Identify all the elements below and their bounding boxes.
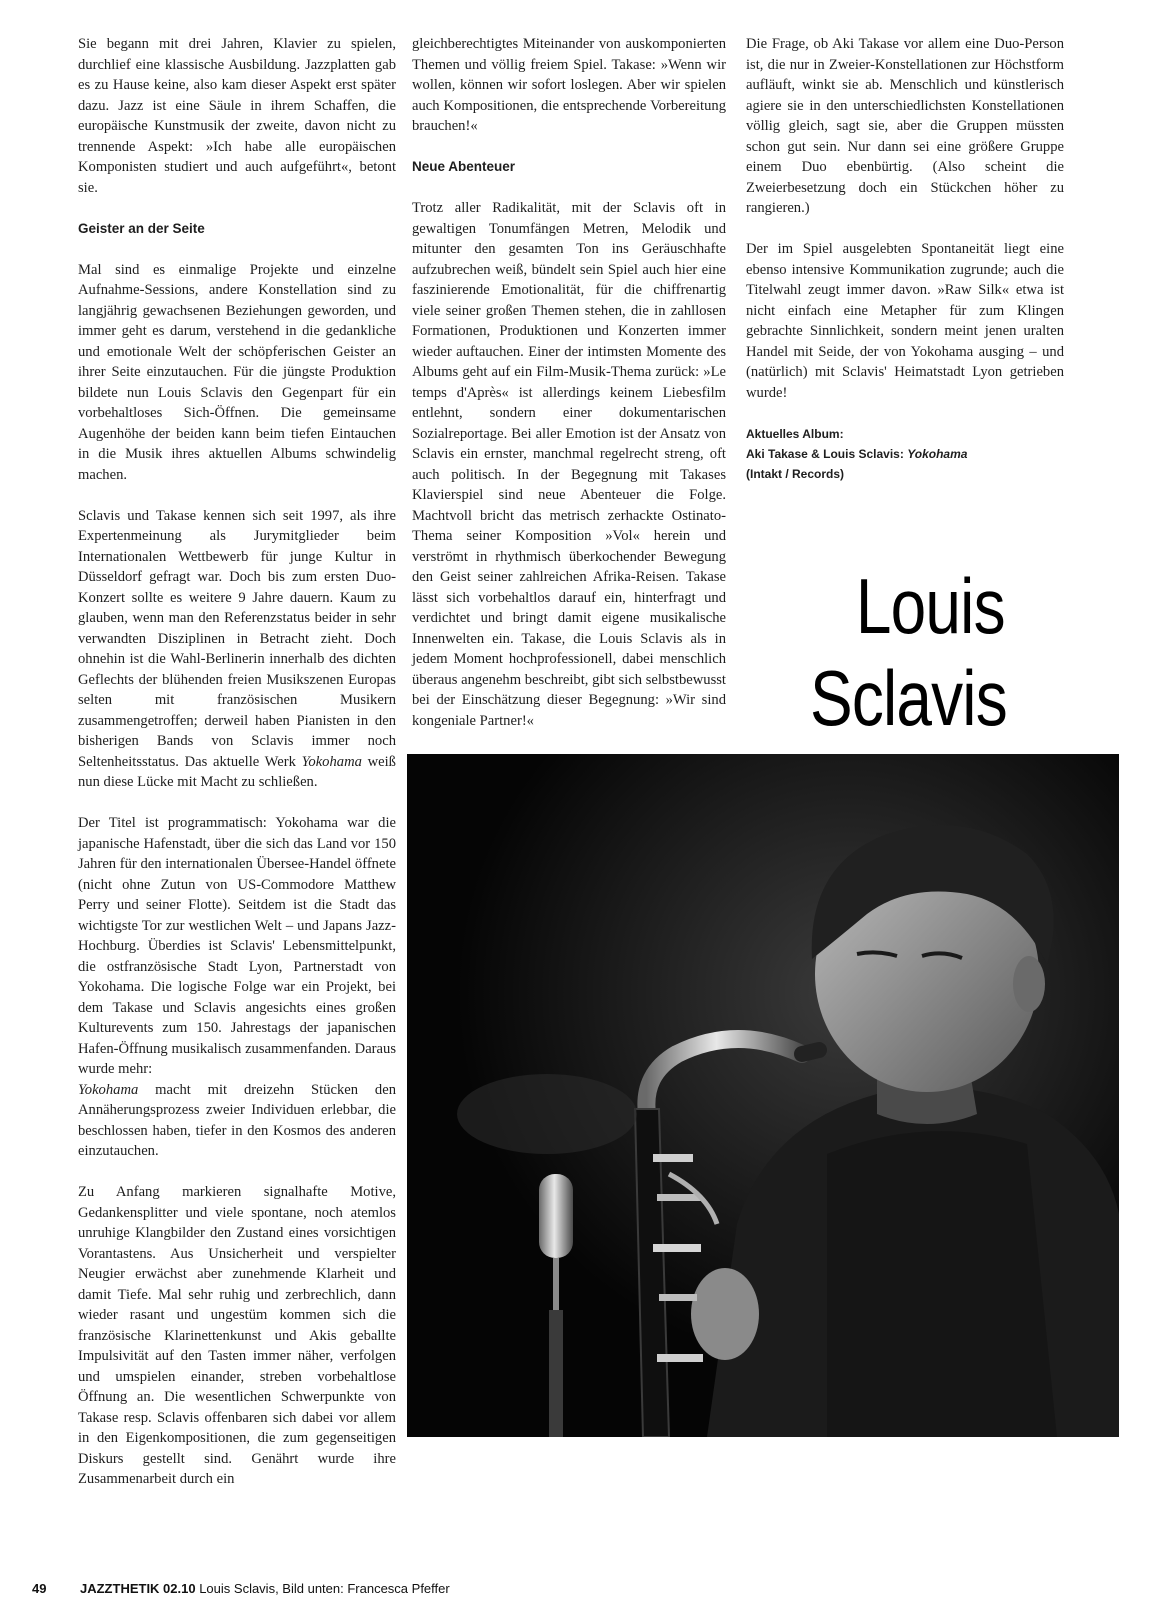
album-record-label: (Intakt / Records): [746, 466, 845, 481]
paragraph-text: Der Titel ist programmatisch: Yokohama war die japanische Hafenstadt, über die sich das Land vor 150 Jahren für den internationalen Übersee-Handel öffnete (nicht ohne Zutun von US-Commodore Matthew Perry und seiner Flotte). Seitdem ist die Stadt das wichtigste Tor zur westlichen Welt – und Japans Jazz-Hochburg. Überdies ist Sclavis' Lebensmittelpunkt, die ostfranzösische Stadt Lyon, Partnerstadt von Yokohama. Die logische Folge war ein Projekt, bei dem Takase und Sclavis angesichts eines großen Kulturevents zum 150. Jahrestags der japanischen Hafen-Öffnung musikalisch zusammenfanden. Daraus wurde mehr:: [78, 815, 396, 1077]
paragraph-text: Sclavis und Takase kennen sich seit 1997, als ihre Expertenmeinung als Jurymitglieder beim Internationalen Wettbewerb für junge Kultur in Düsseldorf gefragt war. Doch bis zum ersten Duo-Konzert sollte es weitere 9 Jahre dauern. Kaum zu glauben, wenn man den Referenzstatus beider in sehr verwandten Disziplinen in Betracht zieht. Doch ohnehin ist die Wahl-Berlinerin innerhalb des dichten Geflechts der blühenden freien Musikszenen Europas selten mit französischen Musikern zusammengetroffen; derweil haben Pianisten in den bisherigen Bands von Sclavis immer noch Seltenheitsstatus. Das aktuelle Werk: [78, 507, 396, 770]
album-info: [746, 424, 1064, 484]
page-footer: [32, 1581, 450, 1596]
album-title-inline: Yokohama: [301, 753, 362, 770]
paragraph: Der im Spiel ausgelebten Spontaneität liegt eine ebenso intensive Kommunikation zugrunde; auch die Titelwahl zeugt immer davon. »Raw Silk« etwa ist nicht einfach eine Metapher für zum Klingen gebrachte Sinnlichkeit, sondern meint jenen uralten Handel mit Seide, der von Yokohama ausging – und (natürlich) mit Sclavis' Heimatstadt Lyon getrieben wurde!: [746, 241, 1064, 401]
paragraph: Trotz aller Radikalität, mit der Sclavis oft in gewaltigen Tonumfängen Metren, Melodik und mitunter den gesamten Ton ins Geräuschhafte aufzubrechen weiß, bündelt sein Spiel auch hier eine faszinierende Emotionalität, für die chiffrenartig viele seiner großen Themen stehen, die in zahllosen Formationen, Produktionen und Konzerten immer wieder auftauchen. Einer der intimsten Momente des Albums geht auf ein Film-Musik-Thema zurück: »Le temps d'Après« ist allerdings keinem Liebesfilm entlehnt, sondern einer dokumentarischen Sozialreportage. Bei aller Emotion ist der Ansatz von Sclavis ein ernster, manchmal regelrecht streng, oft auch politisch. In der Begegnung mit Takases Klavierspiel sind neue Abenteuer die Folge. Machtvoll bricht das metrisch zerhackte Ostinato-Thema seiner Komposition »Vol« herein und verströmt in rhythmisch überkochender Bewegung den Geist seiner zahlreichen Afrika-Reisen. Takase lässt sich vorbehaltlos darauf ein, hinterfragt und verdichtet und bringt damit eigene musikalische Innenwelten ein. Takase, die Louis Sclavis als in jedem Moment hochprofessionell, dabei menschlich überaus angenehm beschreibt, gibt sich selbstbewusst bei der Einschätzung dieser Begegnung: »Wir sind kongeniale Partner!«: [412, 200, 726, 729]
section-heading: Neue Abenteuer: [412, 159, 516, 174]
magazine-issue: JAZZTHETIK 02.10: [80, 1581, 196, 1596]
article-column-1: [78, 34, 396, 1510]
album-artists: Aki Takase & Louis Sclavis:: [746, 446, 908, 461]
paragraph: Sie begann mit drei Jahren, Klavier zu spielen, durchlief eine klassische Ausbildung. Jazzplatten gab es zu Hause keine, also kam dieser Aspekt erst später dazu. Jazz ist eine Säule in ihrem Schaffen, die europäische Kunstmusik der zweite, davon nicht zu trennende Aspekt: »Ich habe alle europäischen Komponisten studiert und auch aufgeführt«, betont sie.: [78, 36, 396, 196]
paragraph: Die Frage, ob Aki Takase vor allem eine Duo-Person ist, die nur in Zweier-Konstellationen zur Höchstform aufläuft, winkt sie ab. Menschlich und künstlerisch agiere sie in den unterschiedlichsten Konstellationen völlig gleich, sagt sie, aber die Gruppen müssten schon gut sein. Nur dann sei eine größere Gruppe einem Duo ebenbürtig. (Also scheint die Zweierbesetzung doch ein Stückchen höher zu rangieren.): [746, 36, 1064, 216]
saxophonist-illustration: [407, 754, 1119, 1437]
paragraph-text: macht mit dreizehn Stücken den Annäherungsprozess zweier Individuen erlebbar, die beschlossen haben, tiefer in den Kosmos des anderen einzutauchen.: [78, 1081, 396, 1159]
album-title: Yokohama: [907, 446, 968, 461]
paragraph: Zu Anfang markieren signalhafte Motive, Gedankensplitter und viele spontane, noch atemlos unruhige Klangbilder den Zustand eines vorsichtigen Vorantastens. Aus Unsicherheit und verspielter Neugier erwächst aber zunehmende Klarheit und damit Tiefe. Mal sehr ruhig und zerbrechlich, dann wieder rasant und ungestüm kommen sich die französische Klarinettenkunst und Akis geballte Impulsivität auf den Tasten immer näher, verfolgen und umspielen einander, streben vorbehaltlose Öffnung an. Die wesentlichen Schwerpunkte von Takase resp. Sclavis offenbaren sich dabei vor allem in den Eigenkompositionen, die zum gegenseitigen Diskurs gestellt sind. Genährt wurde ihre Zusammenarbeit durch ein: [78, 1184, 396, 1487]
page-number: 49: [32, 1581, 47, 1596]
section-heading: Geister an der Seite: [78, 220, 205, 236]
paragraph: [78, 813, 396, 1162]
article-column-3: [746, 34, 1064, 484]
album-line: [746, 444, 1064, 464]
title-line-2: Sclavis: [810, 654, 1007, 742]
paragraph: [78, 506, 396, 793]
album-label: Aktuelles Album:: [746, 426, 844, 441]
photo-credit: Louis Sclavis, Bild unten: Francesca Pfeffer: [195, 1581, 450, 1596]
paragraph-text: weiß nun diese Lücke mit Macht zu schließen.: [78, 753, 396, 790]
paragraph: Mal sind es einmalige Projekte und einzelne Aufnahme-Sessions, andere Konstellation sind zu langjährig gewachsenen Beziehungen geworden, und immer geht es darum, verstehend in die gedankliche und emotionale Welt der schöpferischen Geister an ihrer Seite einzutauchen. Für die jüngste Produktion bildete nun Louis Sclavis den Gegenpart für ein vorbehaltloses Sich-Öffnen. Die gemeinsame Augenhöhe der beiden kann beim tiefen Eintauchen in die Musik ihres aktuellen Albums schwindelig machen.: [78, 261, 396, 483]
title-line-1: Louis: [855, 562, 1005, 650]
article-column-2: [412, 34, 726, 752]
article-title: [810, 560, 1089, 744]
album-title-inline: Yokohama: [78, 1081, 139, 1098]
musician-photo: [407, 754, 1119, 1437]
paragraph: gleichberechtigtes Miteinander von auskomponierten Themen und völlig freiem Spiel. Takase: »Wenn wir wollen, können wir sofort loslegen. Aber wir spielen auch Kompositionen, die entsprechende Vorbereitung brauchen!«: [412, 36, 726, 134]
